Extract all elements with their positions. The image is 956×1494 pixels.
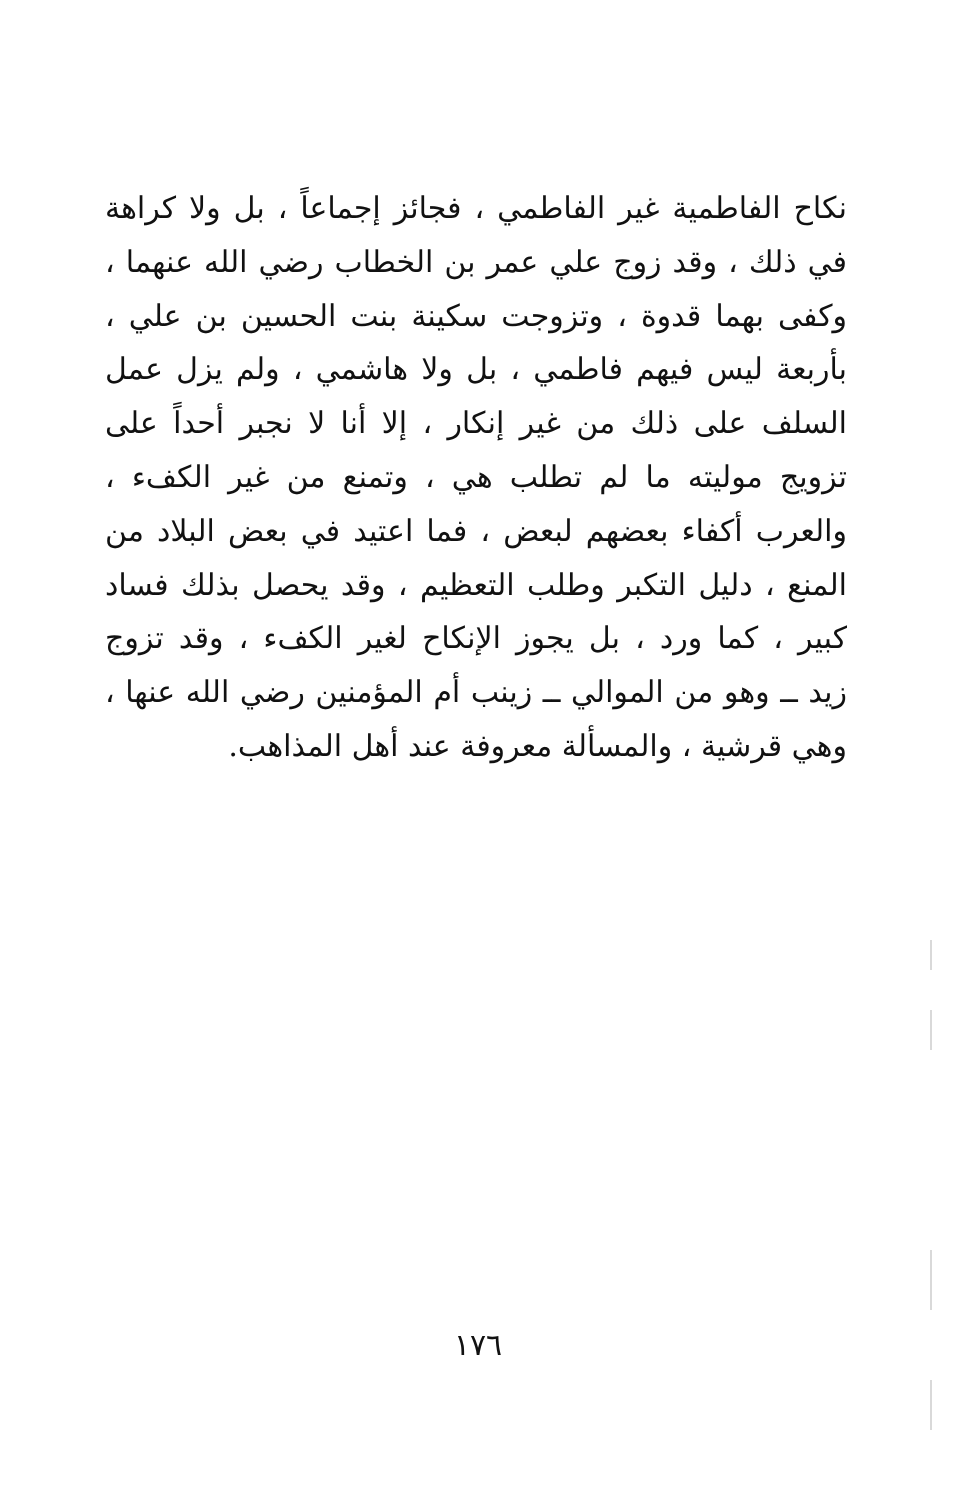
scan-edge-mark [930, 1250, 932, 1310]
text-line-4: بأربعة ليس فيهم فاطمي ، بل ولا هاشمي ، ولم يزل عمل [105, 352, 847, 388]
text-line-2: في ذلك ، وقد زوج علي عمر بن الخطاب رضي الله عنهما ، [105, 244, 847, 280]
body-text [105, 182, 847, 774]
text-line-9: كبير ، كما ورد ، بل يجوز الإنكاح لغير الكفء ، وقد تزوج [105, 621, 847, 657]
text-line-8: المنع ، دليل التكبر وطلب التعظيم ، وقد يحصل بذلك فساد [105, 567, 847, 603]
text-line-5: السلف على ذلك من غير إنكار ، إلا أنا لا نجبر أحداً على [105, 406, 847, 442]
scan-edge-mark [930, 940, 932, 970]
text-line-1: نكاح الفاطمية غير الفاطمي ، فجائز إجماعاً ، بل ولا كراهة [105, 191, 847, 226]
text-line-6: تزويج موليته ما لم تطلب هي ، وتمنع من غير الكفء ، [105, 459, 847, 495]
text-line-7: والعرب أكفاء بعضهم لبعض ، فما اعتيد في بعض البلاد من [105, 513, 847, 549]
page-number: ١٧٦ [453, 1328, 503, 1363]
text-line-11: وهي قرشية ، والمسألة معروفة عند أهل المذاهب. [228, 728, 847, 764]
scan-edge-mark [930, 1010, 932, 1050]
scan-edge-mark [930, 1380, 932, 1430]
text-line-3: وكفى بهما قدوة ، وتزوجت سكينة بنت الحسين بن علي ، [105, 298, 847, 334]
text-line-10: زيد ــ وهو من الموالي ــ زينب أم المؤمنين رضي الله عنها ، [105, 675, 847, 711]
